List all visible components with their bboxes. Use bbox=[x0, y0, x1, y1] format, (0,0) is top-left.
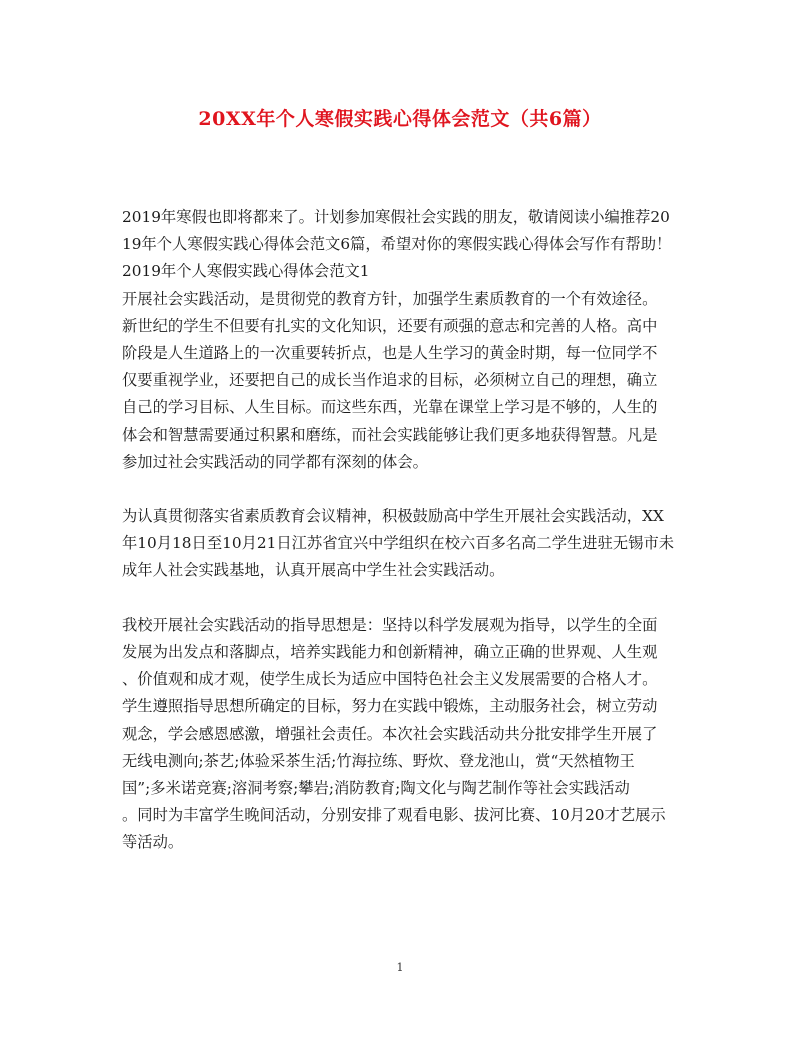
text-line: 等活动。 bbox=[122, 833, 184, 852]
text-line: 为认真贯彻落实省素质教育会议精神，积极鼓励高中学生开展社会实践活动，XX bbox=[122, 507, 664, 526]
text-line: 、价值观和成才观，使学生成长为适应中国特色社会主义发展需要的合格人才。 bbox=[122, 670, 658, 689]
text-line: 自己的学习目标、人生目标。而这些东西，光靠在课堂上学习是不够的，人生的 bbox=[122, 398, 658, 417]
text-line: 体会和智慧需要通过积累和磨练，而社会实践能够让我们更多地获得智慧。凡是 bbox=[122, 425, 658, 444]
text-line: 新世纪的学生不但要有扎实的文化知识，还要有顽强的意志和完善的人格。高中 bbox=[122, 316, 658, 335]
text-line: 仅要重视学业，还要把自己的成长当作追求的目标，必须树立自己的理想，确立 bbox=[122, 371, 658, 390]
text-line: 我校开展社会实践活动的指导思想是：坚持以科学发展观为指导，以学生的全面 bbox=[122, 615, 658, 634]
document-title: 20XX年个人寒假实践心得体会范文（共6篇） bbox=[198, 108, 602, 130]
text-line: 2019年寒假也即将都来了。计划参加寒假社会实践的朋友，敬请阅读小编推荐20 bbox=[122, 208, 670, 226]
text-line: 阶段是人生道路上的一次重要转折点，也是人生学习的黄金时期，每一位同学不 bbox=[122, 343, 658, 362]
text-line: 19年个人寒假实践心得体会范文6篇，希望对你的寒假实践心得体会写作有帮助！ bbox=[122, 235, 672, 254]
text-line: 无线电测向;茶艺;体验采茶生活;竹海拉练、野炊、登龙池山，赏“天然植物王 bbox=[122, 751, 635, 770]
paragraph-spacer bbox=[122, 476, 682, 503]
text-line: 发展为出发点和落脚点，培养实践能力和创新精神，确立正确的世界观、人生观 bbox=[122, 643, 658, 661]
text-line: 成年人社会实践基地，认真开展高中学生社会实践活动。 bbox=[122, 561, 505, 580]
text-line: 学生遵照指导思想所确定的目标，努力在实践中锻炼，主动服务社会，树立劳动 bbox=[122, 697, 658, 716]
text-line: 开展社会实践活动，是贯彻党的教育方针，加强学生素质教育的一个有效途径。 bbox=[122, 289, 658, 308]
section-heading: 2019年个人寒假实践心得体会范文1 bbox=[122, 262, 370, 281]
paragraph-intro bbox=[122, 204, 682, 476]
document-body bbox=[122, 204, 682, 857]
text-line: 。同时为丰富学生晚间活动，分别安排了观看电影、拔河比赛、10月20才艺展示 bbox=[122, 806, 666, 825]
text-line: 国”;多米诺竞赛;溶洞考察;攀岩;消防教育;陶文化与陶艺制作等社会实践活动 bbox=[122, 778, 630, 797]
text-line: 参加过社会实践活动的同学都有深刻的体会。 bbox=[122, 452, 428, 471]
paragraph-guidance bbox=[122, 612, 682, 857]
page-number: 1 bbox=[396, 961, 404, 974]
paragraph-event bbox=[122, 503, 682, 585]
text-line: 观念，学会感恩感激，增强社会责任。本次社会实践活动共分批安排学生开展了 bbox=[122, 724, 658, 743]
paragraph-spacer bbox=[122, 585, 682, 612]
text-line: 年10月18日至10月21日江苏省宜兴中学组织在校六百多名高二学生进驻无锡市未 bbox=[122, 534, 675, 553]
